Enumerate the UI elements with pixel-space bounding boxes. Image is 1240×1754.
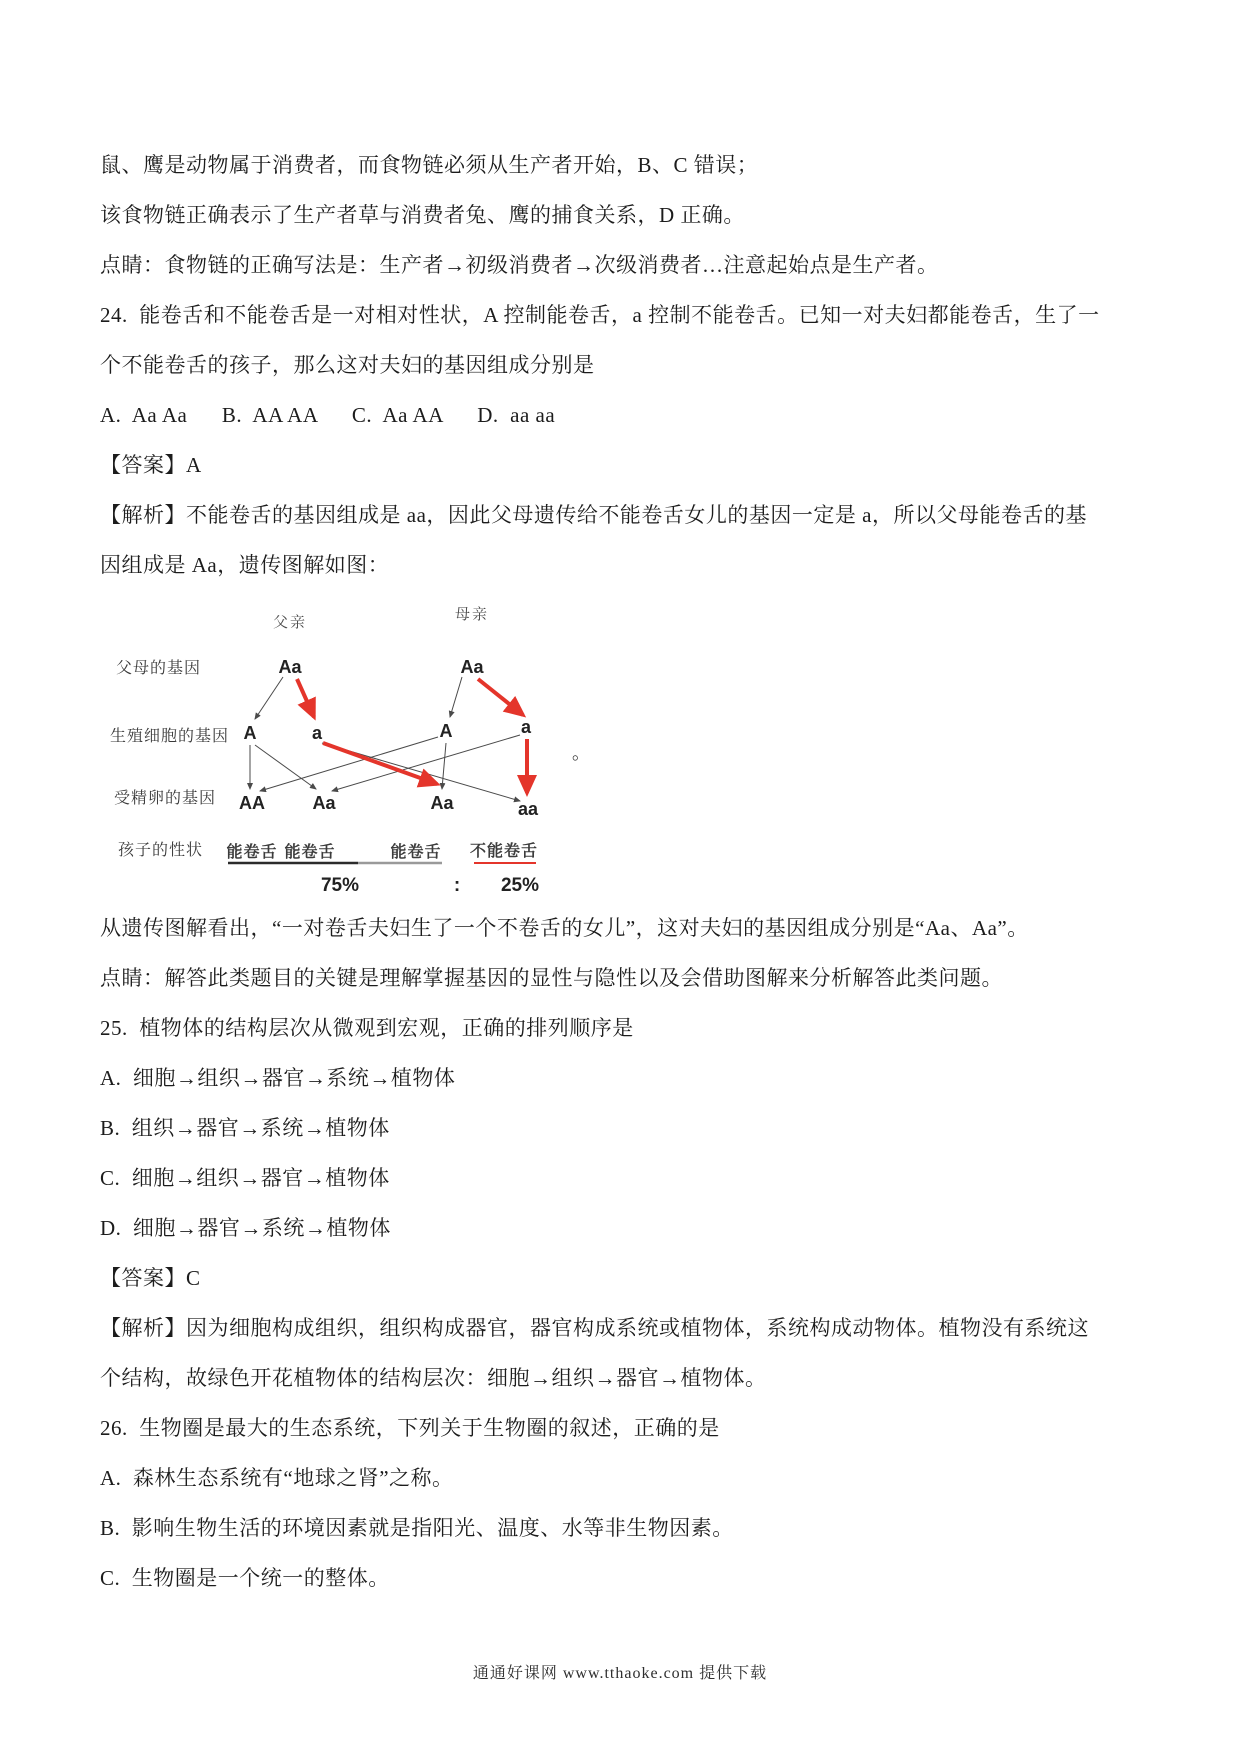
mother-label: 母亲 [454, 606, 490, 623]
arrow-fatherA-to-Aa1 [255, 745, 316, 789]
text-column [100, 153, 1100, 1616]
trait-nonroller: 不能卷舌 [469, 843, 539, 860]
zygote-Aa-1: Aa [312, 793, 336, 813]
row-label-parent-genes: 父母的基因 [116, 660, 202, 677]
row-label-zygote-genes: 受精卵的基因 [114, 790, 217, 807]
question-26-option-b: B. 影响生物生活的环境因素就是指阳光、温度、水等非生物因素。 [100, 1516, 734, 1540]
question-26-option-c: C. 生物圈是一个统一的整体。 [100, 1566, 390, 1590]
genetic-diagram-svg [100, 603, 660, 903]
tip-line-q23: 点睛：食物链的正确写法是：生产者→初级消费者→次级消费者…注意起始点是生产者。 [100, 253, 939, 277]
analysis-25-line2: 个结构，故绿色开花植物体的结构层次：细胞→组织→器官→植物体。 [100, 1366, 767, 1390]
question-25-option-a: A. 细胞→组织→器官→系统→植物体 [100, 1066, 456, 1090]
question-26-stem: 26. 生物圈是最大的生态系统，下列关于生物圈的叙述，正确的是 [100, 1416, 720, 1440]
tip-line-q24: 点睛：解答此类题目的关键是理解掌握基因的显性与隐性以及会借助图解来分析解答此类问题。 [100, 966, 1003, 990]
row-label-child-traits: 孩子的性状 [118, 842, 204, 859]
zygote-aa: aa [517, 799, 539, 819]
stray-period: 。 [572, 743, 590, 763]
gamete-father-a: a [311, 723, 323, 743]
arrow-motherAa-to-A [450, 677, 462, 717]
zygote-AA: AA [239, 793, 265, 813]
red-arrow-motherAa-to-a [478, 679, 523, 715]
explanation-line-q23a: 鼠、鹰是动物属于消费者，而食物链必须从生产者开始，B、C 错误； [100, 153, 759, 177]
genetic-cross-diagram [100, 603, 660, 903]
question-25-option-d: D. 细胞→器官→系统→植物体 [100, 1216, 391, 1240]
question-25-stem: 25. 植物体的结构层次从微观到宏观，正确的排列顺序是 [100, 1016, 634, 1040]
gamete-mother-a: a [520, 717, 532, 737]
trait-roller-3: 能卷舌 [390, 844, 442, 861]
mother-genotype: Aa [460, 657, 484, 677]
trait-roller-2: 能卷舌 [284, 844, 336, 861]
answer-25: 【答案】C [100, 1266, 201, 1290]
ratio-25: 25% [500, 875, 540, 896]
gamete-father-A: A [243, 723, 257, 743]
answer-24: 【答案】A [100, 453, 202, 477]
question-25-option-c: C. 细胞→组织→器官→植物体 [100, 1166, 390, 1190]
father-genotype: Aa [278, 657, 302, 677]
analysis-24-conclusion: 从遗传图解看出，“一对卷舌夫妇生了一个不卷舌的女儿”，这对夫妇的基因组成分别是“Aa、Aa”。 [100, 916, 1029, 940]
question-25-option-b: B. 组织→器官→系统→植物体 [100, 1116, 390, 1140]
question-24-stem-line1: 24. 能卷舌和不能卷舌是一对相对性状，A 控制能卷舌，a 控制不能卷舌。已知一对夫妇都能卷舌，生了一 [100, 303, 1100, 327]
question-24-options: A. Aa Aa B. AA AA C. Aa AA D. aa aa [100, 403, 556, 427]
page-footer: 通通好课网 www.tthaoke.com 提供下载 [472, 1665, 768, 1682]
question-26-option-a: A. 森林生态系统有“地球之肾”之称。 [100, 1466, 454, 1490]
gamete-mother-A: A [439, 721, 453, 741]
father-label: 父亲 [272, 614, 308, 631]
analysis-25-line1: 【解析】因为细胞构成组织，组织构成器官，器官构成系统或植物体，系统构成动物体。植物没有系统这 [100, 1316, 1089, 1340]
zygote-Aa-2: Aa [430, 793, 454, 813]
arrow-motherA-to-AA [260, 737, 438, 791]
ratio-colon: : [453, 875, 461, 896]
analysis-24-line2: 因组成是 Aa，遗传图解如图： [100, 553, 390, 577]
row-label-gamete-genes: 生殖细胞的基因 [110, 728, 230, 745]
red-arrow-fathera-to-Aa2 [323, 743, 437, 784]
red-arrow-fatherAa-to-a [297, 679, 314, 717]
analysis-24-line1: 【解析】不能卷舌的基因组成是 aa，因此父母遗传给不能卷舌女儿的基因一定是 a，所以父母能卷舌的基 [100, 503, 1087, 527]
explanation-line-q23b: 该食物链正确表示了生产者草与消费者兔、鹰的捕食关系，D 正确。 [100, 203, 745, 227]
arrow-fatherAa-to-A [255, 677, 283, 719]
question-24-stem-line2: 个不能卷舌的孩子，那么这对夫妇的基因组成分别是 [100, 353, 595, 377]
arrow-motherA-to-Aa2 [442, 743, 446, 789]
ratio-75: 75% [320, 875, 360, 896]
arrow-mothera-to-Aa1 [332, 735, 520, 791]
trait-roller-1: 能卷舌 [226, 844, 278, 861]
